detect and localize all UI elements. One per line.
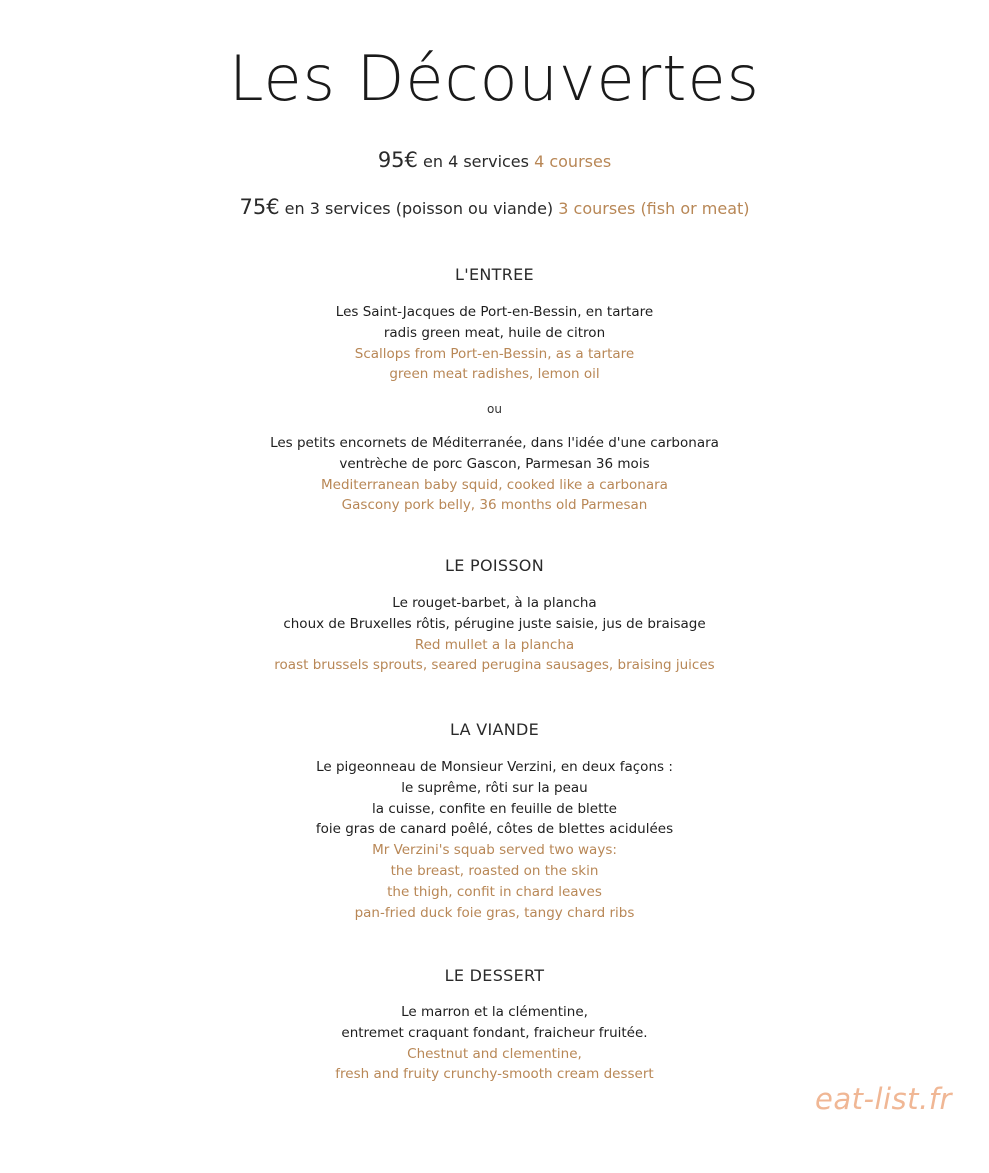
dish-line-en: roast brussels sprouts, seared perugina sausages, braising juices	[274, 657, 715, 674]
section-title-dessert: LE DESSERT	[444, 966, 545, 985]
dish-line-fr: le suprême, rôti sur la peau	[401, 779, 588, 796]
section-title-viande: LA VIANDE	[449, 720, 540, 739]
price-en: 4 courses	[534, 152, 612, 171]
price-3-courses	[0, 195, 989, 221]
price-amount: 95€	[377, 148, 418, 172]
dish-line-en: Mr Verzini's squab served two ways:	[372, 842, 617, 859]
dish-line-en: the thigh, confit in chard leaves	[387, 883, 602, 900]
dish-line-fr: entremet craquant fondant, fraicheur fruitée.	[341, 1024, 648, 1041]
dish-line-en: Gascony pork belly, 36 months old Parmesan	[341, 497, 648, 514]
dish-line-fr: ventrèche de porc Gascon, Parmesan 36 mois	[339, 455, 650, 472]
dish-line-fr: Le pigeonneau de Monsieur Verzini, en deux façons :	[316, 759, 673, 775]
dish-line-fr: Le rouget-barbet, à la plancha	[392, 595, 597, 611]
section-title-poisson: LE POISSON	[445, 556, 544, 575]
dish-viande	[0, 757, 989, 923]
dish-line-en: pan-fried duck foie gras, tangy chard ribs	[354, 904, 635, 921]
price-en: 3 courses (fish or meat)	[558, 199, 750, 218]
dish-line-en: Scallops from Port-en-Bessin, as a tartare	[354, 345, 635, 362]
dish-line-fr: Les petits encornets de Méditerranée, dans l'idée d'une carbonara	[270, 435, 719, 451]
dish-line-en: Mediterranean baby squid, cooked like a carbonara	[321, 476, 668, 493]
dish-line-en: green meat radishes, lemon oil	[389, 366, 600, 383]
dish-poisson	[0, 593, 989, 676]
dish-line-en: Red mullet a la plancha	[414, 636, 575, 653]
dish-line-fr: Les Saint-Jacques de Port-en-Bessin, en tartare	[335, 304, 654, 320]
price-4-courses	[0, 148, 989, 174]
section-title-entree: L'ENTREE	[455, 265, 534, 284]
price-fr: en 3 services (poisson ou viande)	[284, 199, 554, 218]
dish-line-en: fresh and fruity crunchy-smooth cream dessert	[335, 1066, 654, 1083]
dish-line-fr: foie gras de canard poêlé, côtes de blettes acidulées	[315, 821, 674, 838]
dish-line-fr: radis green meat, huile de citron	[383, 324, 606, 341]
dish-line-fr: la cuisse, confite en feuille de blette	[372, 800, 617, 817]
price-fr: en 4 services	[423, 152, 529, 171]
watermark: eat-list.fr	[815, 1082, 952, 1116]
dish-line-fr: Le marron et la clémentine,	[401, 1004, 588, 1020]
dish-line-en: Chestnut and clementine,	[407, 1045, 582, 1062]
dish-entree-2	[0, 433, 989, 516]
price-amount: 75€	[239, 195, 280, 219]
dish-entree-1	[0, 302, 989, 385]
separator-ou: ou	[487, 402, 502, 416]
menu-title: Les Découvertes	[229, 42, 760, 115]
dish-dessert	[0, 1002, 989, 1085]
dish-line-en: the breast, roasted on the skin	[390, 862, 599, 879]
dish-line-fr: choux de Bruxelles rôtis, pérugine juste saisie, jus de braisage	[283, 615, 706, 632]
